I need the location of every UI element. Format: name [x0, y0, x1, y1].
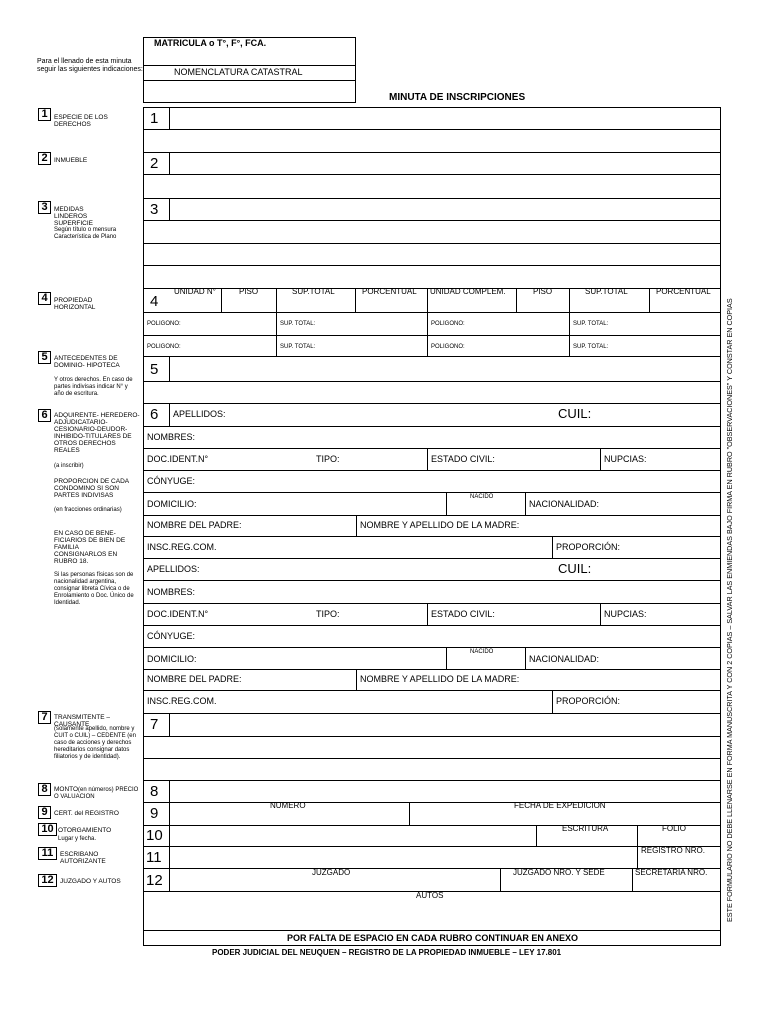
section-label-11: ESCRIBANO AUTORIZANTE	[60, 851, 106, 865]
nupcias-label: NUPCIAS:	[604, 454, 647, 464]
section-label-4: PROPIEDAD HORIZONTAL	[54, 297, 96, 311]
registro-nro-label: REGISTRO NRO.	[641, 846, 706, 855]
sup-total-label: SUP. TOTAL:	[280, 321, 316, 327]
estado-civil-label: ESTADO CIVIL:	[431, 454, 495, 464]
doc-ident-label: DOC.IDENT.N°	[147, 454, 209, 464]
nacionalidad-label: NACIONALIDAD:	[529, 654, 600, 664]
row-number-3: 3	[150, 201, 159, 218]
poligono-label: POLIGONO:	[147, 344, 181, 350]
nupcias-label: NUPCIAS:	[604, 609, 647, 619]
beneficiarios-note: EN CASO DE BENE- FICIARIOS DE BIEN DE FAMILIA CONSIGNARLOS EN RUBRO 18.	[54, 530, 126, 565]
section-label-6: ADQUIRENTE- HEREDERO- ADJUDICATARIO- CESIONARIO-DEUDOR- INHIBIDO-TITULARES DE OTROS DERECHOS REALES	[54, 412, 140, 454]
footer-ley: PODER JUDICIAL DEL NEUQUEN – REGISTRO DE LA PROPIEDAD INMUEBLE – LEY 17.801	[212, 948, 562, 957]
page-title: MINUTA DE INSCRIPCIONES	[389, 92, 526, 103]
section-badge-9: 9	[38, 806, 51, 819]
numero-label: NUMERO	[270, 801, 306, 810]
sup-total-label: SUP. TOTAL:	[280, 344, 316, 350]
section-label-note-6: (a inscribir)	[54, 463, 84, 469]
sup-total-label: SUP. TOTAL:	[573, 321, 609, 327]
col-porcentual: PORCENTUAL	[362, 287, 417, 296]
folio-label: FOLIO	[662, 824, 687, 833]
row-number-5: 5	[150, 361, 159, 378]
section-badge-11: 11	[38, 847, 57, 860]
poligono-label: POLIGONO:	[431, 344, 465, 350]
section-label-1: ESPECIE DE LOS DERECHOS	[54, 114, 108, 128]
conyuge-label: CÓNYUGE:	[147, 476, 196, 486]
col-sup-total: SUP.TOTAL	[292, 287, 335, 296]
section-badge-6: 6	[38, 409, 51, 422]
row-number-4: 4	[150, 293, 159, 310]
poligono-label: POLIGONO:	[147, 321, 181, 327]
madre-label: NOMBRE Y APELLIDO DE LA MADRE:	[360, 674, 520, 684]
secretaria-label: SECRETARIA NRO.	[635, 868, 708, 877]
section-note-7: (solamente apellido, nombre y CUIT o CUIL) – CEDENTE (en caso de acciones y derechos hereditarios consignar datos filiatorios y de identidad).	[54, 726, 136, 760]
section-badge-5: 5	[38, 351, 51, 364]
section-badge-10: 10	[38, 823, 57, 836]
apellidos-label: APELLIDOS:	[173, 409, 226, 419]
row-number-2: 2	[150, 155, 159, 172]
col-unidad-complem: UNIDAD COMPLEM.	[430, 287, 506, 296]
col-piso: PISO	[239, 287, 259, 296]
row-number-7: 7	[150, 716, 159, 733]
proporcion-label: PROPORCIÓN:	[556, 696, 621, 706]
insc-reg-label: INSC.REG.COM.	[147, 696, 217, 706]
section-label-8: MONTO	[54, 786, 79, 793]
section-badge-2: 2	[38, 152, 51, 165]
matricula-label: MATRICULA o T°, F°, FCA.	[154, 38, 267, 48]
row-number-9: 9	[150, 805, 159, 822]
col-unidad: UNIDAD N°	[174, 287, 216, 296]
proporcion-note: PROPORCION DE CADA CONDOMINO SI SON PARTES INDIVISAS	[54, 478, 129, 499]
insc-reg-label: INSC.REG.COM.	[147, 542, 217, 552]
padre-label: NOMBRE DEL PADRE:	[147, 674, 242, 684]
col-sup-total-2: SUP.TOTAL	[585, 287, 628, 296]
proporcion-label: PROPORCIÓN:	[556, 542, 621, 552]
section-label-12: JUZGADO Y AUTOS	[60, 878, 121, 885]
sup-total-label: SUP. TOTAL:	[573, 344, 609, 350]
cuil-label: CUIL:	[558, 561, 592, 576]
cuil-label: CUIL:	[558, 406, 592, 421]
row-number-10: 10	[146, 827, 163, 844]
nacido-label: NACIDO	[470, 649, 494, 655]
row-number-6: 6	[150, 406, 159, 423]
doc-ident-label: DOC.IDENT.N°	[147, 609, 209, 619]
padre-label: NOMBRE DEL PADRE:	[147, 520, 242, 530]
nombres-label: NOMBRES:	[147, 587, 196, 597]
section-badge-12: 12	[38, 874, 57, 887]
nacido-label: NACIDO	[470, 494, 494, 500]
side-instructions: ESTE FORMULARIO NO DEBE LLENARSE EN FORMA MANUSCRITA Y CON 2 COPIAS – SALVAR LAS ENMIENDAS BAJO FIRMA EN RUBRO "OBSERVACIONES" Y CONSTAR EN COPIAS	[725, 298, 734, 922]
section-label-2: INMUEBLE	[54, 157, 88, 164]
anexo-note: POR FALTA DE ESPACIO EN CADA RUBRO CONTINUAR EN ANEXO	[287, 933, 579, 943]
section-badge-4: 4	[38, 292, 51, 305]
nacionalidad-label: NACIONALIDAD:	[529, 499, 600, 509]
nombres-label: NOMBRES:	[147, 432, 196, 442]
section-label-3: MEDIDAS LINDEROS SUPERFICIE	[54, 206, 94, 227]
col-piso-2: PISO	[533, 287, 553, 296]
row-number-8: 8	[150, 783, 159, 800]
section-label-10: OTORGAMIENTO	[58, 827, 112, 834]
section-label-5: ANTECEDENTES DE DOMINIO- HIPOTECA	[54, 355, 120, 369]
row-number-12: 12	[146, 872, 163, 889]
tipo-label: TIPO:	[316, 454, 340, 464]
section-label-9: CERT. del REGISTRO	[54, 810, 119, 817]
escritura-label: ESCRITURA	[562, 824, 609, 833]
juzgado-label: JUZGADO	[312, 868, 351, 877]
section-label-7: TRANSMITENTE – CAUSANTE	[54, 714, 110, 728]
section-note-10: Lugar y fecha.	[58, 836, 97, 842]
autos-label: AUTOS	[416, 891, 444, 900]
nacionalidad-note: Si las personas físicas son de nacionalidad argentina, consignar libreta Cívica o de Enrolamiento o Doc. Único de Identidad.	[54, 572, 134, 606]
madre-label: NOMBRE Y APELLIDO DE LA MADRE:	[360, 520, 520, 530]
nomenclatura-label: NOMENCLATURA CATASTRAL	[174, 67, 303, 77]
section-note-3: Según título o mensura Característica de Plano	[54, 227, 117, 240]
apellidos-label: APELLIDOS:	[147, 564, 200, 574]
conyuge-label: CÓNYUGE:	[147, 631, 196, 641]
section-note-5: Y otros derechos. En caso de partes indivisas indicar N° y año de escritura.	[54, 377, 133, 397]
domicilio-label: DOMICILIO:	[147, 499, 197, 509]
row-number-1: 1	[150, 110, 159, 127]
instructions-text: Para el llenado de esta minuta seguir las siguientes indicaciones:	[37, 58, 143, 73]
poligono-label: POLIGONO:	[431, 321, 465, 327]
col-porcentual-2: PORCENTUAL	[656, 287, 711, 296]
domicilio-label: DOMICILIO:	[147, 654, 197, 664]
section-badge-1: 1	[38, 108, 51, 121]
section-badge-7: 7	[38, 711, 51, 724]
section-note-8: (en números) PRECIO O VALUACION	[54, 787, 139, 800]
section-badge-8: 8	[38, 783, 51, 796]
proporcion-subnote: (en fracciones ordinarias)	[54, 507, 122, 513]
fecha-expedicion-label: FECHA DE EXPEDICION	[514, 801, 606, 810]
juzgado-nro-label: JUZGADO NRO. Y SEDE	[513, 868, 605, 877]
section-badge-3: 3	[38, 201, 51, 214]
tipo-label: TIPO:	[316, 609, 340, 619]
estado-civil-label: ESTADO CIVIL:	[431, 609, 495, 619]
row-number-11: 11	[146, 849, 162, 866]
